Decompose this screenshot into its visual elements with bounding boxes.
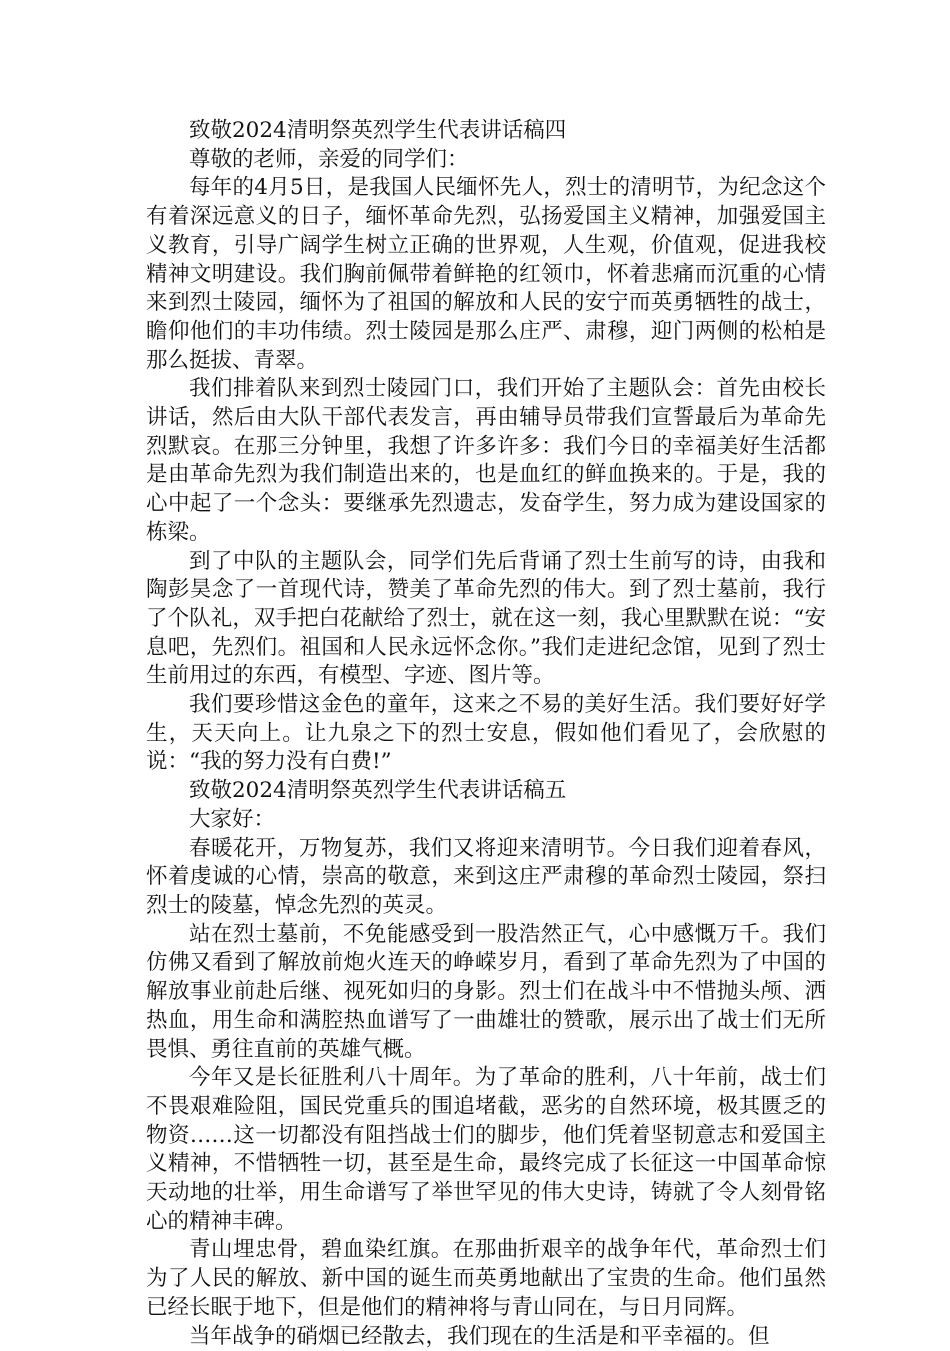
section-5-salutation: 大家好： [189,806,276,832]
section-4-paragraph: 到了中队的主题队会，同学们先后背诵了烈士生前写的诗，由我和陶彭昊念了一首现代诗，赞美了革命先烈的伟大。到了烈士墓前，我行了个队礼，双手把白花献给了烈士，就在这一刻，我心里默默在说：“安息吧，先烈们。祖国和人民永远怀念你。”我们走进纪念馆，见到了烈士生前用过的东西，有模型、字迹、图片等。 [146,548,826,689]
section-5-paragraph: 青山埋忠骨，碧血染红旗。在那曲折艰辛的战争年代，革命烈士们为了人民的解放、新中国的诞生而英勇地献出了宝贵的生命。他们虽然已经长眠于地下，但是他们的精神将与青山同在，与日月同辉。 [146,1237,826,1320]
section-4-paragraph: 我们排着队来到烈士陵园门口，我们开始了主题队会：首先由校长讲话，然后由大队干部代表发言，再由辅导员带我们宣誓最后为革命先烈默哀。在那三分钟里，我想了许多许多：我们今日的幸福美好生活都是由革命先烈为我们制造出来的，也是血红的鲜血换来的。于是，我的心中起了一个念头：要继承先烈遗志，发奋学生，努力成为建设国家的栋梁。 [146,376,826,545]
section-5-paragraph: 春暖花开，万物复苏，我们又将迎来清明节。今日我们迎着春风，怀着虔诚的心情，崇高的敬意，来到这庄严肃穆的革命烈士陵园，祭扫烈士的陵墓，悼念先烈的英灵。 [146,835,826,918]
section-5-paragraph: 今年又是长征胜利八十周年。为了革命的胜利，八十年前，战士们不畏艰难险阻，国民党重兵的围追堵截，恶劣的自然环境，极其匮乏的物资……这一切都没有阻挡战士们的脚步，他们凭着坚韧意志和爱国主义精神，不惜牺牲一切，甚至是生命，最终完成了长征这一中国革命惊天动地的壮举，用生命谱写了举世罕见的伟大史诗，铸就了令人刻骨铭心的精神丰碑。 [146,1065,826,1234]
section-5-paragraph: 当年战争的硝烟已经散去，我们现在的生活是和平幸福的。但 [189,1323,770,1349]
section-5-paragraph: 站在烈士墓前，不免能感受到一股浩然正气，心中感慨万千。我们仿佛又看到了解放前炮火连天的峥嵘岁月，看到了革命先烈为了中国的解放事业前赴后继、视死如归的身影。烈士们在战斗中不惜抛头颅、洒热血，用生命和满腔热血谱写了一曲雄壮的赞歌，展示出了战士们无所畏惧、勇往直前的英雄气概。 [146,921,826,1062]
section-4-salutation: 尊敬的老师，亲爱的同学们： [189,146,469,172]
section-4-paragraph: 我们要珍惜这金色的童年，这来之不易的美好生活。我们要好好学生，天天向上。让九泉之下的烈士安息，假如他们看见了，会欣慰的说：“我的努力没有白费!” [146,692,826,775]
section-4-title: 致敬2024清明祭英烈学生代表讲话稿四 [189,118,567,143]
section-4-paragraph: 每年的4月5日，是我国人民缅怀先人，烈士的清明节，为纪念这个有着深远意义的日子，缅怀革命先烈，弘扬爱国主义精神，加强爱国主义教育，引导广阔学生树立正确的世界观，人生观，价值观，促进我校精神文明建设。我们胸前佩带着鲜艳的红领巾，怀着悲痛而沉重的心情来到烈士陵园，缅怀为了祖国的解放和人民的安宁而英勇牺牲的战士，瞻仰他们的丰功伟绩。烈士陵园是那么庄严、肃穆，迎门两侧的松柏是那么挺拔、青翠。 [146,175,826,373]
document-body [146,117,826,1351]
section-5-title: 致敬2024清明祭英烈学生代表讲话稿五 [189,778,567,804]
